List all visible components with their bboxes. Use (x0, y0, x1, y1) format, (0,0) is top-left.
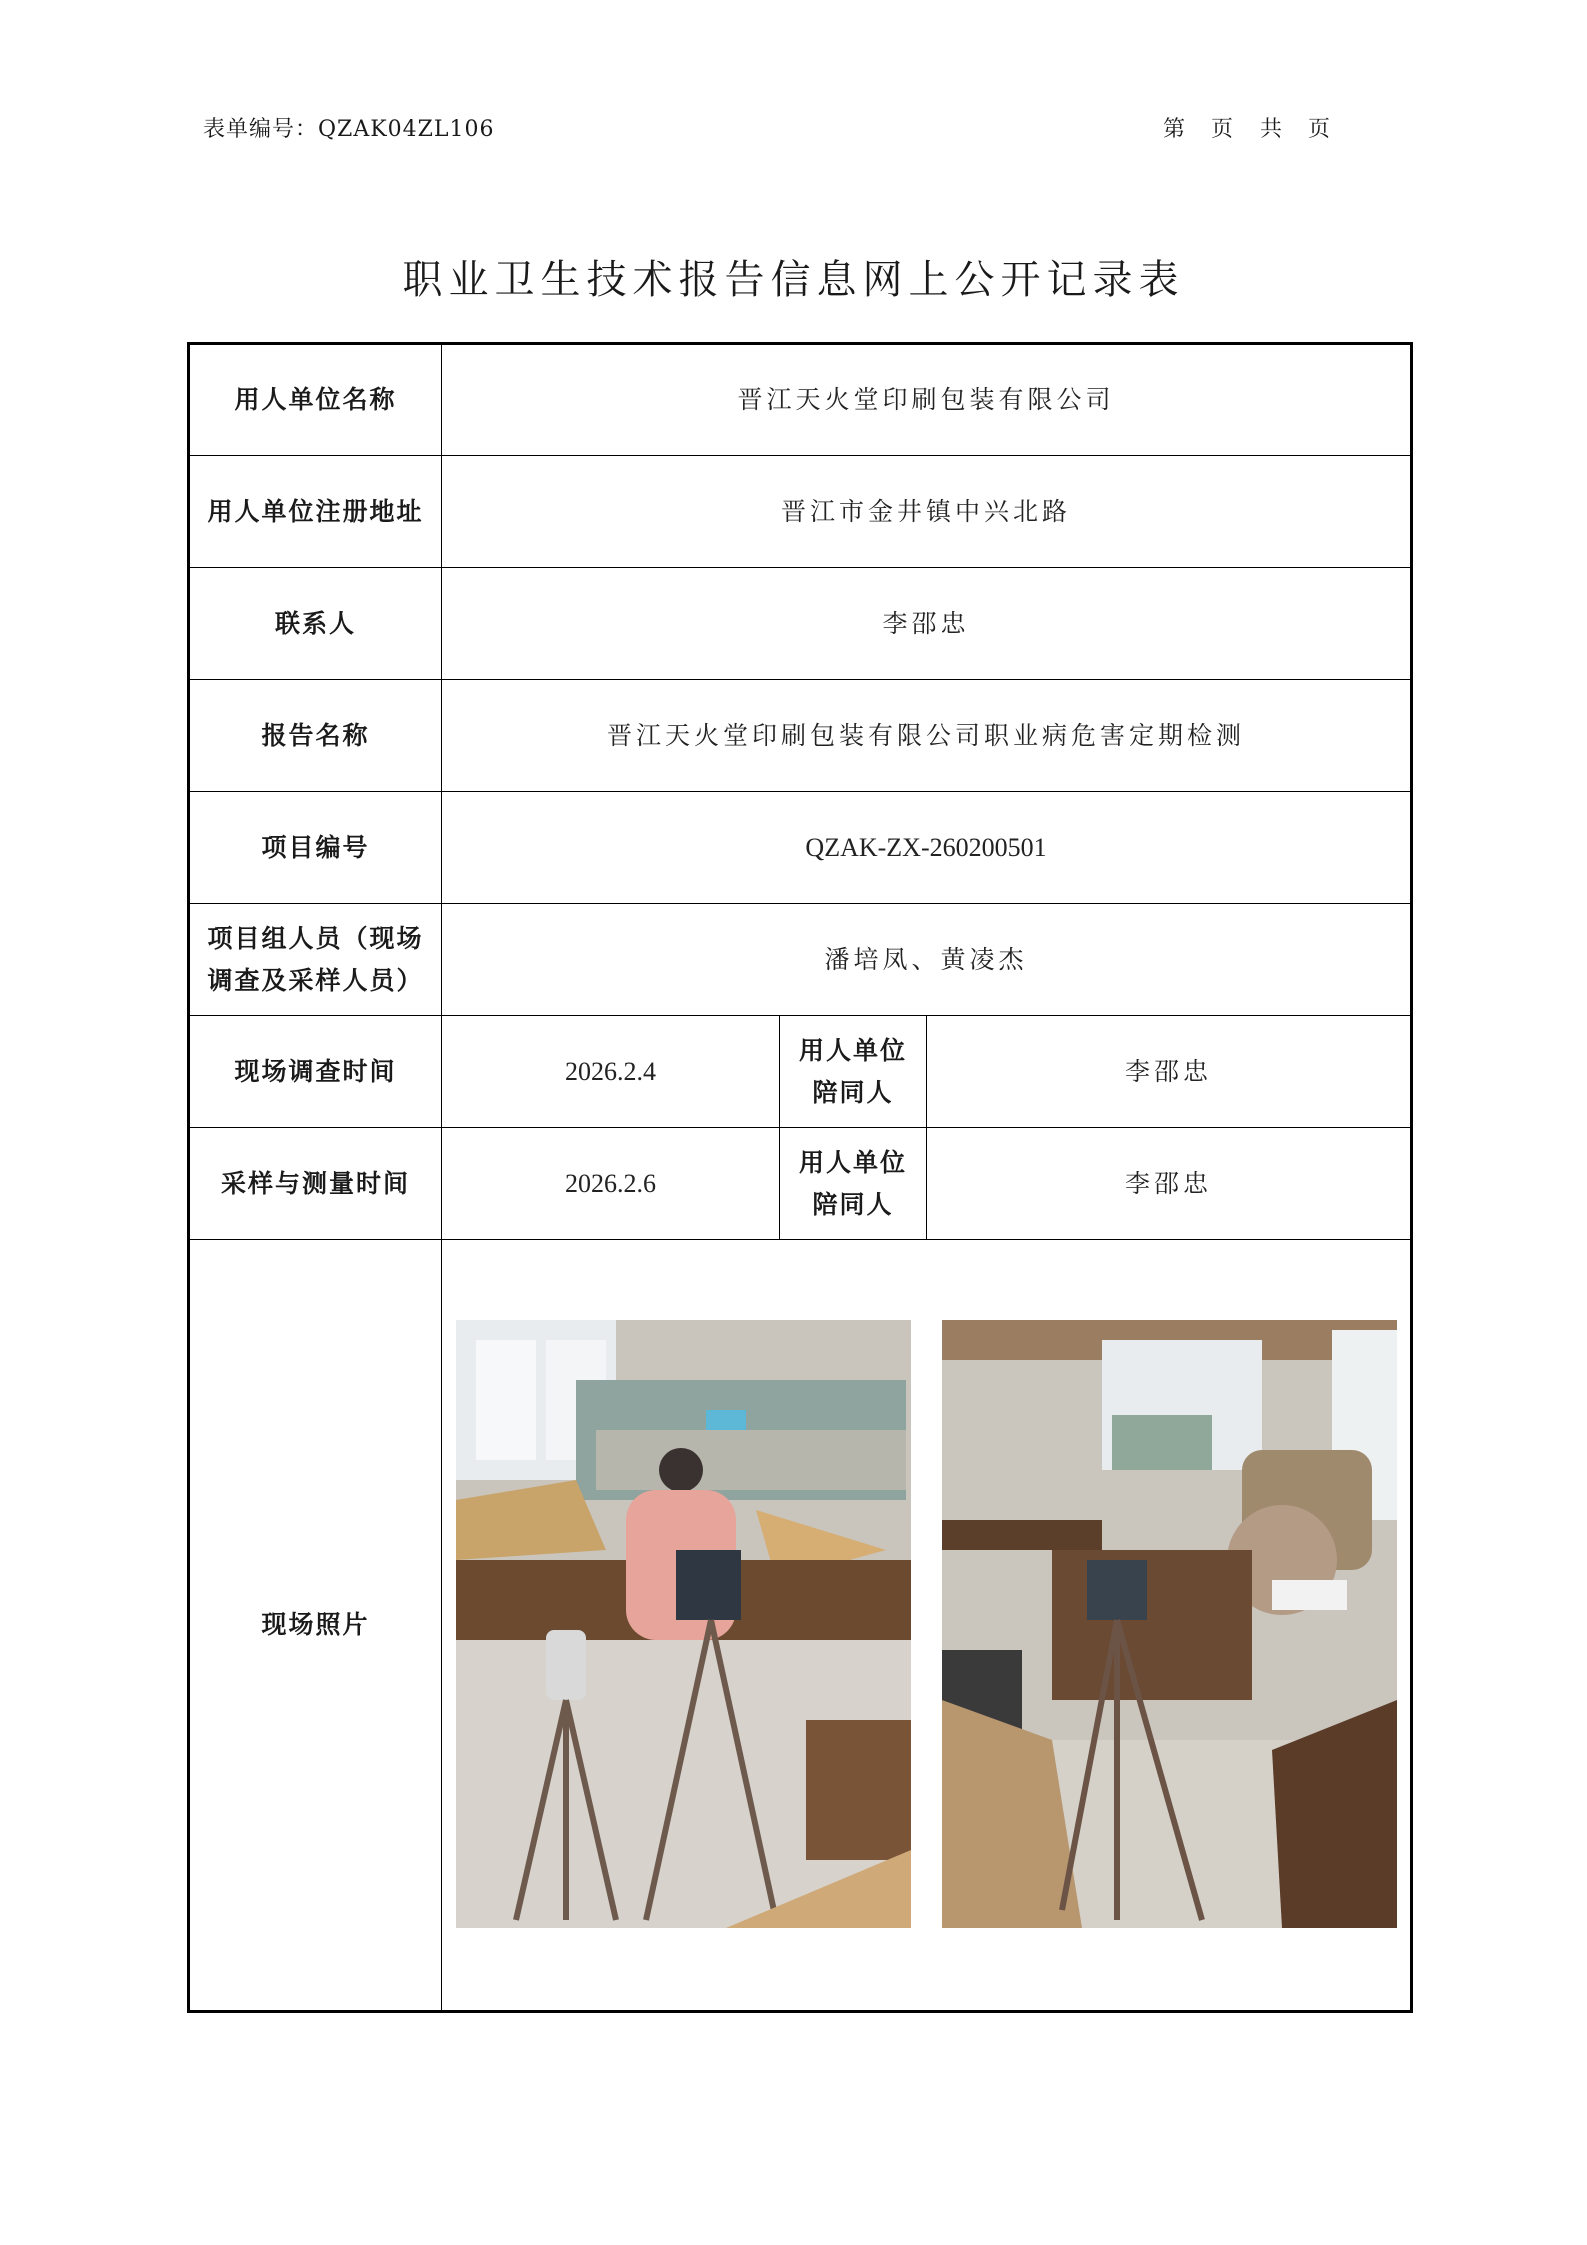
row-contact (189, 568, 1412, 680)
project-no-label: 项目编号 (189, 792, 442, 904)
row-project-no (189, 792, 1412, 904)
record-table (187, 342, 1413, 2013)
site-photo-2 (942, 1320, 1397, 1928)
team-label-line2: 调查及采样人员） (207, 965, 424, 995)
row-employer-name (189, 344, 1412, 456)
sampling-time-value: 2026.2.6 (442, 1128, 780, 1240)
site-photo-1 (456, 1320, 911, 1928)
team-label-line1: 项目组人员（现场 (207, 923, 424, 953)
team-value: 潘培凤、黄凌杰 (442, 904, 1412, 1016)
sampling-companion-value: 李邵忠 (927, 1128, 1412, 1240)
row-team (189, 904, 1412, 1016)
report-name-label: 报告名称 (189, 680, 442, 792)
contact-label: 联系人 (189, 568, 442, 680)
employer-name-value: 晋江天火堂印刷包装有限公司 (442, 344, 1412, 456)
survey-time-value: 2026.2.4 (442, 1016, 780, 1128)
page-di: 第 (1163, 117, 1186, 142)
row-photos (189, 1240, 1412, 2012)
photos-cell (442, 1240, 1412, 2012)
team-label (189, 904, 442, 1016)
report-name-value: 晋江天火堂印刷包装有限公司职业病危害定期检测 (442, 680, 1412, 792)
page-ye: 页 (1308, 117, 1331, 142)
document-title: 职业卫生技术报告信息网上公开记录表 (402, 257, 1185, 303)
address-value: 晋江市金井镇中兴北路 (442, 456, 1412, 568)
row-address (189, 456, 1412, 568)
project-no-value: QZAK-ZX-260200501 (442, 792, 1412, 904)
row-sampling-time (189, 1128, 1412, 1240)
form-number: 表单编号：QZAK04ZL106 (203, 117, 495, 142)
employer-name-label: 用人单位名称 (189, 344, 442, 456)
row-survey-time (189, 1016, 1412, 1128)
survey-time-label: 现场调查时间 (189, 1016, 442, 1128)
survey-companion-label: 用人单位 陪同人 (780, 1016, 927, 1128)
photos-label: 现场照片 (189, 1240, 442, 2012)
address-label: 用人单位注册地址 (189, 456, 442, 568)
sampling-time-label: 采样与测量时间 (189, 1128, 442, 1240)
survey-companion-value: 李邵忠 (927, 1016, 1412, 1128)
page-indicator (1163, 112, 1356, 143)
contact-value: 李邵忠 (442, 568, 1412, 680)
sampling-companion-label: 用人单位 陪同人 (780, 1128, 927, 1240)
page-ye-gong: 页 共 (1211, 117, 1283, 142)
row-report-name (189, 680, 1412, 792)
